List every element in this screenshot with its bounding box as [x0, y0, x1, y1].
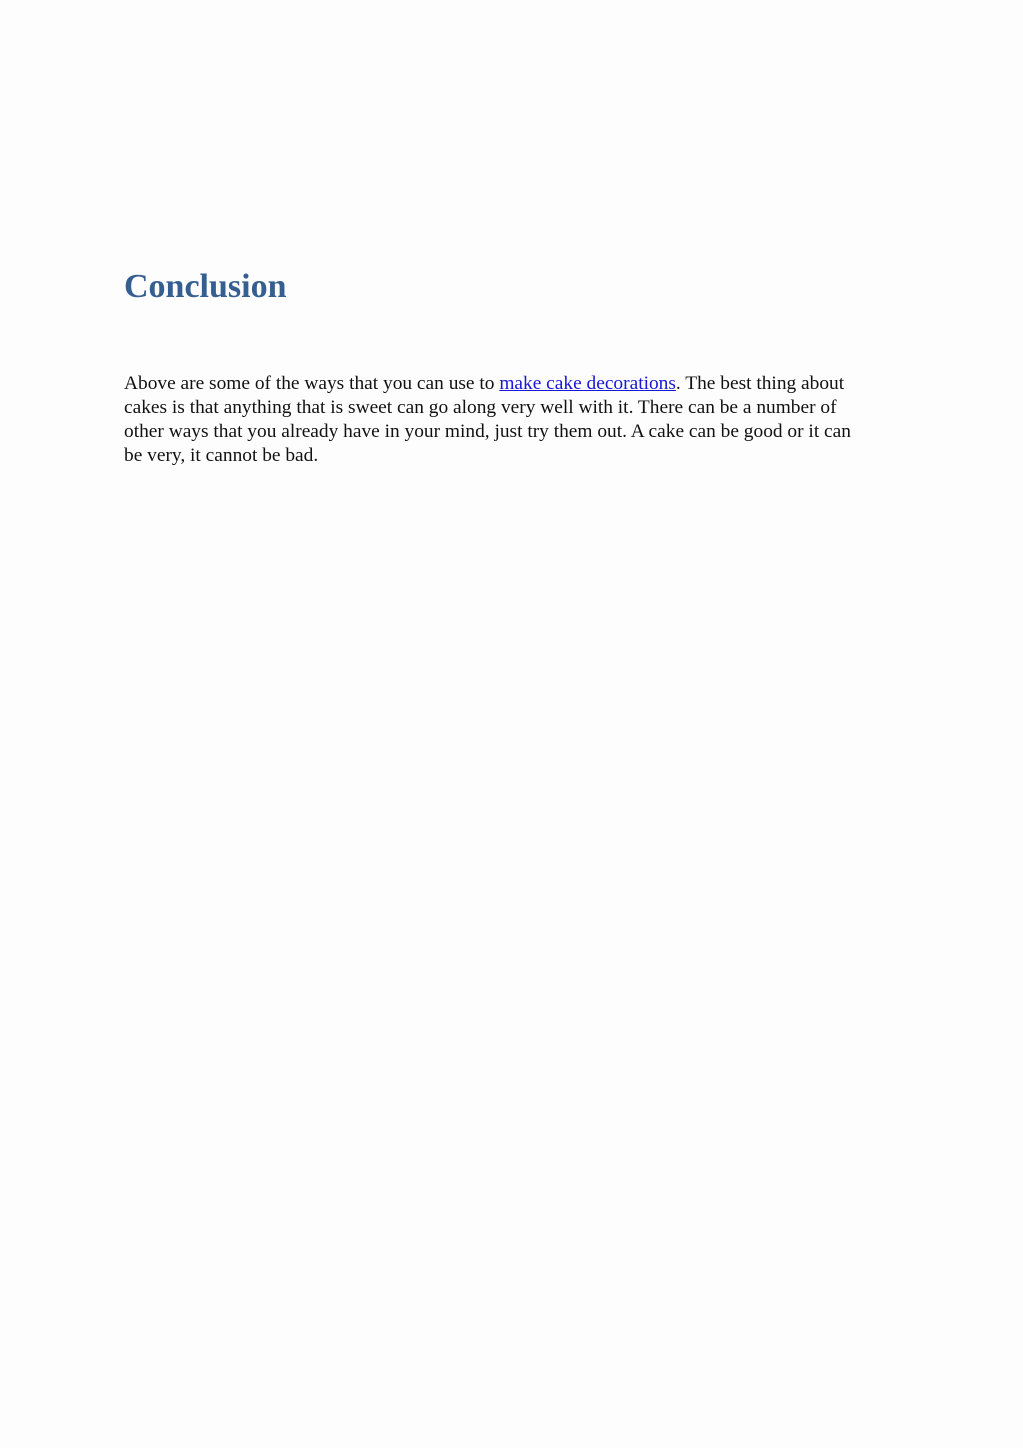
paragraph-line-3: other ways that you already have in your mind, just try them out. A cake can be good or it can	[124, 421, 851, 442]
paragraph-line-2: cakes is that anything that is sweet can go along very well with it. There can be a number of	[124, 397, 837, 418]
make-cake-decorations-link[interactable]: make cake decorations	[499, 373, 676, 394]
paragraph-line-1	[124, 372, 914, 396]
paragraph-line-4: be very, it cannot be bad.	[124, 445, 319, 466]
line1-text-after-link: . The best thing about	[675, 373, 845, 394]
conclusion-paragraph	[124, 372, 914, 468]
line1-text-before-link: Above are some of the ways that you can use to	[124, 373, 500, 394]
section-heading: Conclusion	[124, 268, 287, 305]
